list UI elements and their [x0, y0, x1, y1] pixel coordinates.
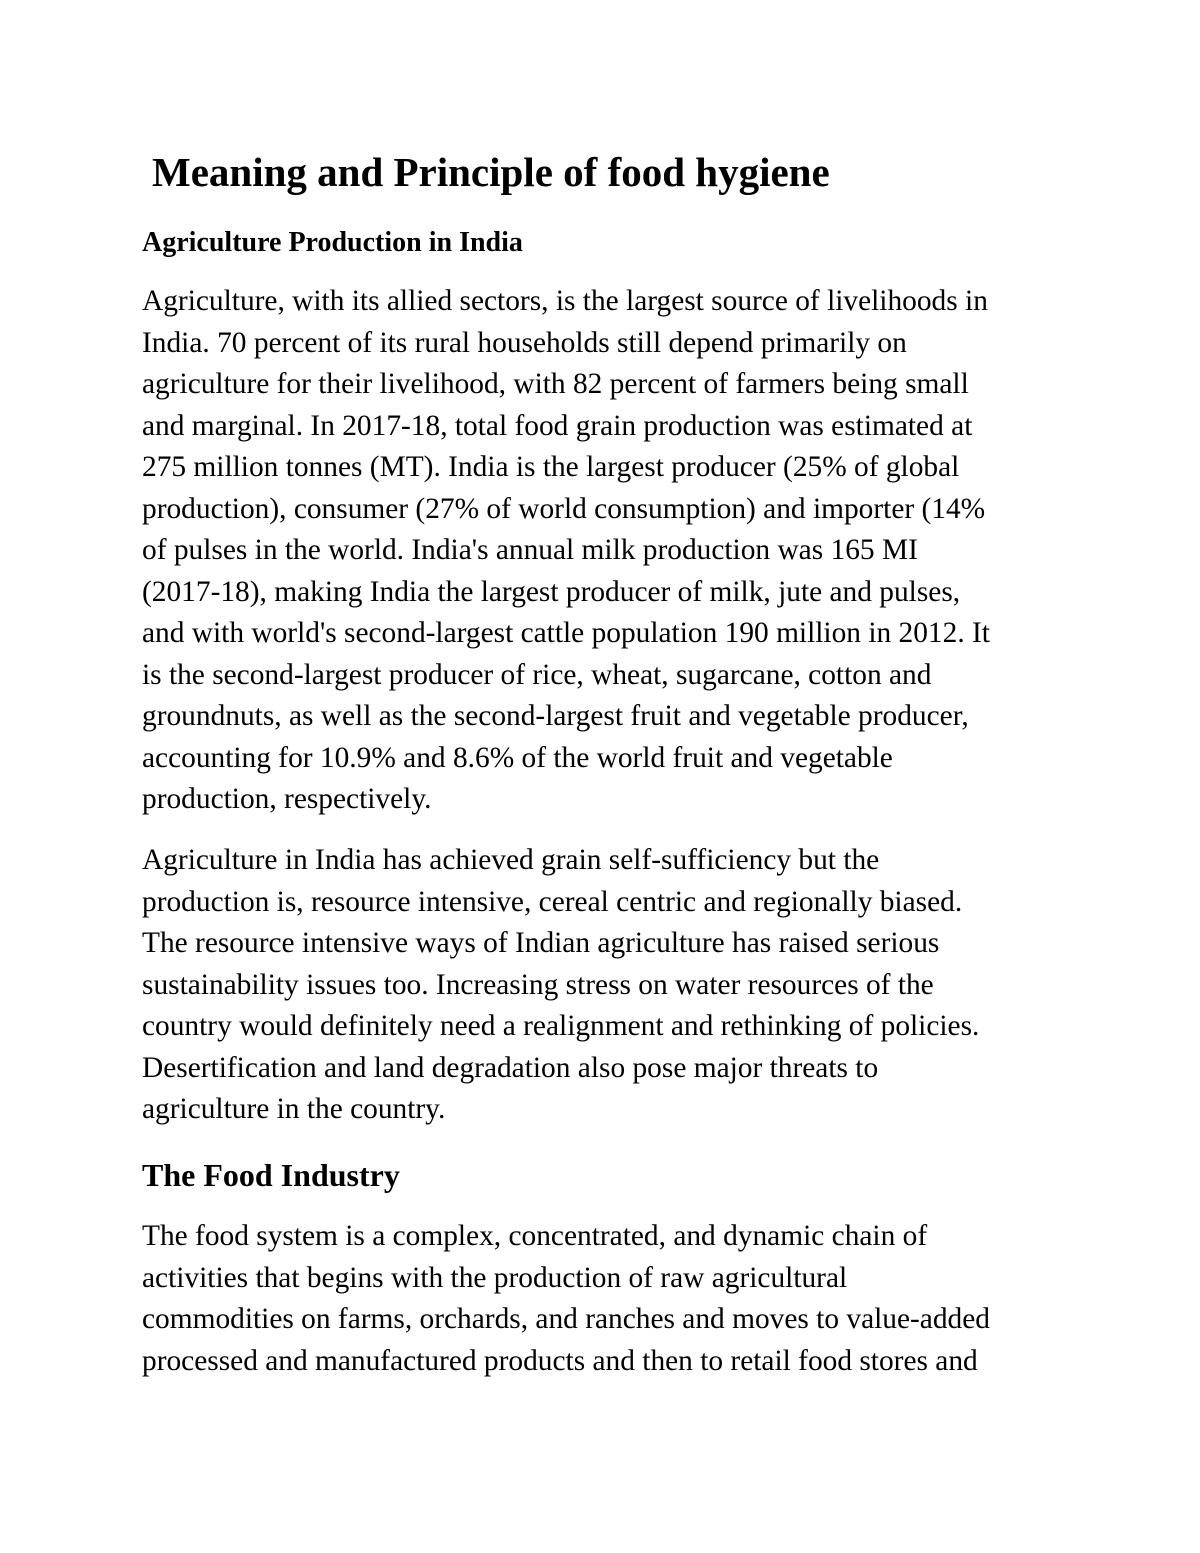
paragraph-line: Agriculture in India has achieved grain self-sufficiency but the	[142, 844, 880, 876]
paragraph-line: India. 70 percent of its rural households still depend primarily on	[142, 326, 907, 359]
paragraph-line: commodities on farms, orchards, and ranches and moves to value-added	[142, 1303, 990, 1335]
paragraph-line: production is, resource intensive, cereal centric and regionally biased.	[142, 885, 963, 918]
paragraph-line: The resource intensive ways of Indian agriculture has raised serious	[142, 927, 940, 959]
paragraph-line: agriculture for their livelihood, with 82 percent of farmers being small	[142, 368, 969, 400]
paragraph-agriculture-sustainability	[142, 840, 979, 1131]
document-title: Meaning and Principle of food hygiene	[152, 149, 830, 195]
paragraph-line: of pulses in the world. India's annual milk production was 165 MI	[142, 534, 918, 566]
section-heading-agriculture-production: Agriculture Production in India	[142, 227, 523, 258]
paragraph-agriculture-overview	[142, 281, 990, 821]
section-heading-food-industry: The Food Industry	[142, 1157, 400, 1193]
paragraph-line: and marginal. In 2017-18, total food grain production was estimated at	[142, 409, 973, 442]
paragraph-line: Desertification and land degradation also pose major threats to	[142, 1051, 879, 1084]
paragraph-line: processed and manufactured products and then to retail food stores and	[142, 1344, 978, 1377]
paragraph-line: The food system is a complex, concentrated, and dynamic chain of	[142, 1220, 928, 1252]
paragraph-line: (2017-18), making India the largest producer of milk, jute and pulses,	[142, 575, 961, 608]
paragraph-line: is the second-largest producer of rice, wheat, sugarcane, cotton and	[142, 658, 932, 691]
paragraph-food-system	[142, 1216, 990, 1382]
paragraph-line: activities that begins with the production of raw agricultural	[142, 1261, 848, 1294]
paragraph-line: production, respectively.	[142, 783, 432, 815]
paragraph-line: agriculture in the country.	[142, 1093, 446, 1125]
paragraph-line: accounting for 10.9% and 8.6% of the world fruit and vegetable	[142, 741, 893, 774]
paragraph-line: groundnuts, as well as the second-largest fruit and vegetable producer,	[142, 700, 969, 732]
paragraph-line: 275 million tonnes (MT). India is the largest producer (25% of global	[142, 451, 960, 483]
paragraph-line: and with world's second-largest cattle population 190 million in 2012. It	[142, 617, 990, 649]
paragraph-line: sustainability issues too. Increasing stress on water resources of the	[142, 968, 934, 1001]
paragraph-line: Agriculture, with its allied sectors, is the largest source of livelihoods in	[142, 285, 988, 317]
paragraph-line: country would definitely need a realignment and rethinking of policies.	[142, 1010, 980, 1042]
paragraph-line: production), consumer (27% of world consumption) and importer (14%	[142, 492, 986, 525]
